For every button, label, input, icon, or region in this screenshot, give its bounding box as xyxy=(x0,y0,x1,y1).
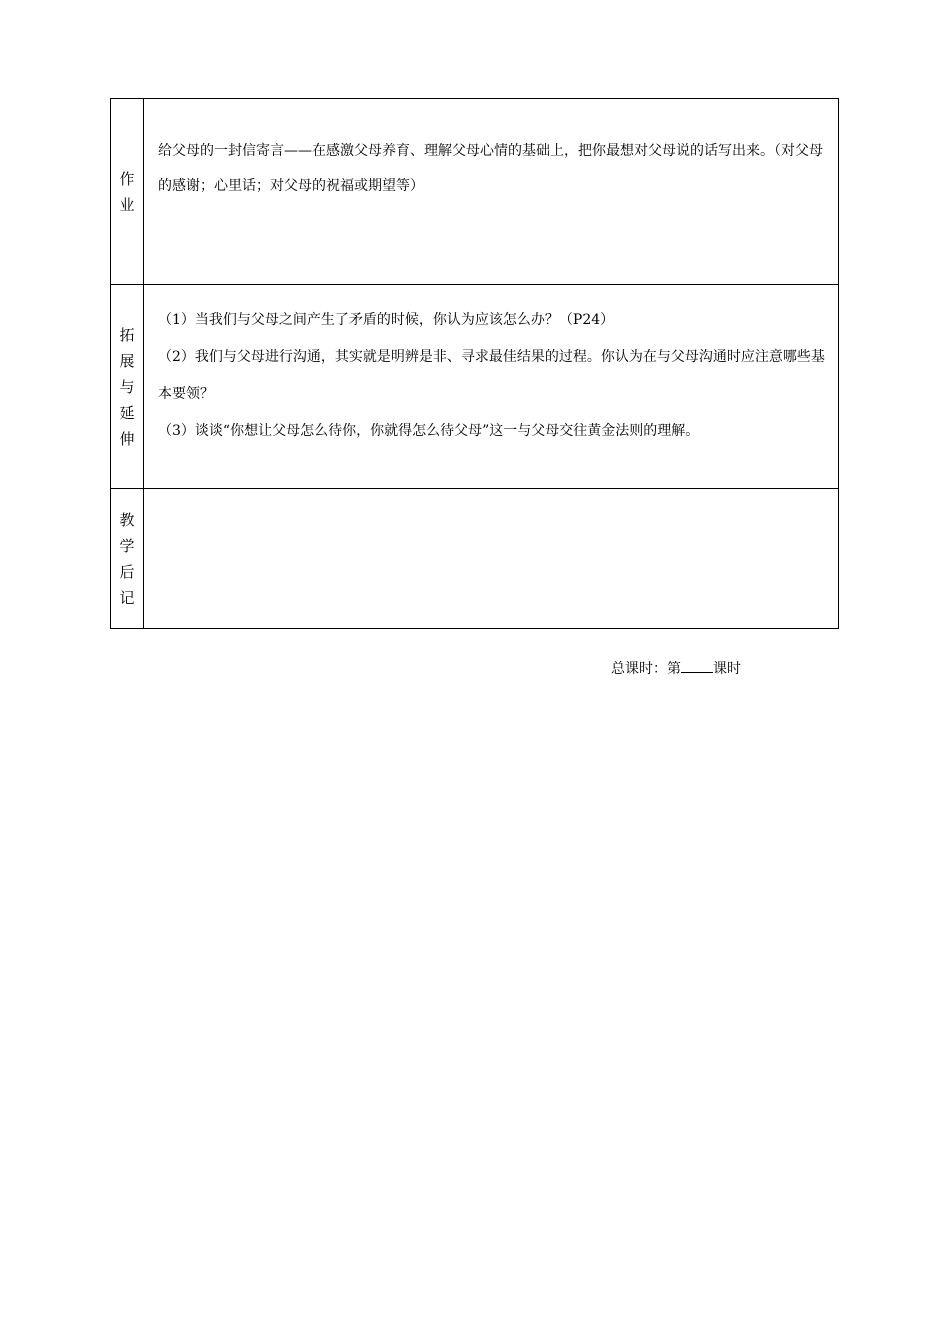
total-lessons-prefix: 总课时：第 xyxy=(611,661,681,677)
extension-content-cell xyxy=(144,285,839,489)
homework-label: 作业 xyxy=(119,169,135,214)
afterword-label: 教学后记 xyxy=(119,510,135,607)
extension-label-cell xyxy=(111,285,144,489)
homework-text: 给父母的一封信寄言——在感激父母养育、理解父母心情的基础上，把你最想对父母说的话写出来。（对父母的感谢；心里话；对父母的祝福或期望等） xyxy=(158,142,823,194)
total-lessons-suffix: 课时 xyxy=(713,661,741,677)
afterword-row xyxy=(111,489,839,629)
lesson-number-blank xyxy=(681,658,713,673)
extension-list xyxy=(144,302,838,450)
homework-label-cell xyxy=(111,99,144,285)
lesson-plan-table xyxy=(110,98,839,629)
homework-content-cell xyxy=(144,99,839,285)
extension-item-1: （1）当我们与父母之间产生了矛盾的时候，你认为应该怎么办？（P24） xyxy=(158,311,615,328)
extension-label: 拓展与延伸 xyxy=(119,325,135,448)
extension-item-2: （2）我们与父母进行沟通，其实就是明辨是非、寻求最佳结果的过程。你认为在与父母沟通时应注意哪些基本要领？ xyxy=(158,348,825,402)
afterword-content-cell xyxy=(144,489,839,629)
afterword-label-cell xyxy=(111,489,144,629)
homework-row xyxy=(111,99,839,285)
extension-item-3: （3）谈谈“你想让父母怎么待你，你就得怎么待父母”这一与父母交往黄金法则的理解。 xyxy=(158,422,700,439)
extension-row xyxy=(111,285,839,489)
total-lessons-footer xyxy=(611,658,741,679)
